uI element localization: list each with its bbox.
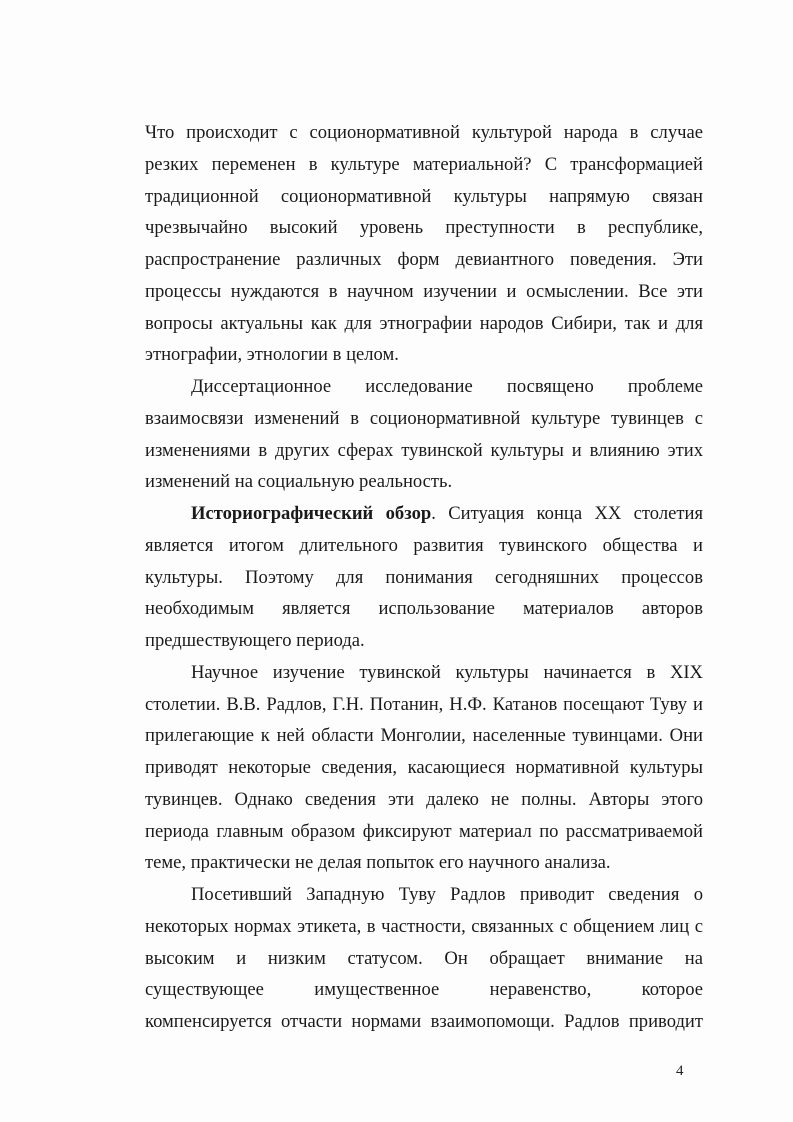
paragraph-3 [145,498,703,657]
text-line: прилегающие к ней области Монголии, населенные тувинцами. Они [145,725,703,747]
text-line: взаимосвязи изменений в соционормативной культуре тувинцев с [145,407,703,429]
text-line: приводят некоторые сведения, касающиеся нормативной культуры [145,757,703,778]
text-line: периода главным образом фиксируют материал по рассматриваемой [145,820,703,842]
paragraph-4 [145,657,703,879]
text-line: Научное изучение тувинской культуры начинается в XIX [191,661,703,683]
section-heading: Историографический обзор [191,503,432,524]
text-line: столетии. В.В. Радлов, Г.Н. Потанин, Н.Ф. Катанов посещают Туву и [145,693,703,715]
text-line: компенсируется отчасти нормами взаимопомощи. Радлов приводит [145,1011,703,1032]
text-line: изменений на социальную реальность. [145,471,453,493]
paragraph-1 [145,117,703,371]
text-line: Посетивший Западную Туву Радлов приводит сведения о [191,884,703,905]
text-line: изменениями в других сферах тувинской культуры и влиянию этих [145,439,703,461]
text-line: теме, практически не делая попыток его научного анализа. [145,852,611,874]
text-line: тувинцев. Однако сведения эти далеко не полны. Авторы этого [145,788,703,810]
text-line: необходимым является использование материалов авторов [145,598,703,620]
text-line: вопросы актуальны как для этнографии народов Сибири, так и для [145,312,703,334]
text-line [145,498,703,530]
text-line: предшествующего периода. [145,630,365,651]
text-line: существующее имущественное неравенство, которое [145,979,703,1001]
text-line: является итогом длительного развития тувинского общества и [145,534,703,556]
paragraph-5 [145,879,703,1038]
text-line: традиционной соционормативной культуры напрямую связан [145,185,703,207]
text-line: культуры. Поэтому для понимания сегодняшних процессов [145,566,703,588]
text-line: Что происходит с соционормативной культурой народа в случае [145,122,703,143]
paragraph-2 [145,371,703,498]
text-line: высоким и низким статусом. Он обращает внимание на [145,947,703,969]
text-line: некоторых нормах этикета, в частности, связанных с общением лиц с [145,915,703,937]
text-line: этнографии, этнологии в целом. [145,344,399,366]
text-line: Диссертационное исследование посвящено проблеме [191,376,703,397]
body-text [145,117,703,1038]
text-line: процессы нуждаются в научном изучении и осмыслении. Все эти [145,280,703,302]
text-fragment: . Ситуация конца XX столетия [431,503,703,524]
text-line: чрезвычайно высокий уровень преступности в республике, [145,217,703,239]
page-number: 4 [676,1063,684,1079]
text-line: резких переменен в культуре материальной? С трансформацией [145,153,703,175]
text-line: распространение различных форм девиантного поведения. Эти [145,249,703,270]
